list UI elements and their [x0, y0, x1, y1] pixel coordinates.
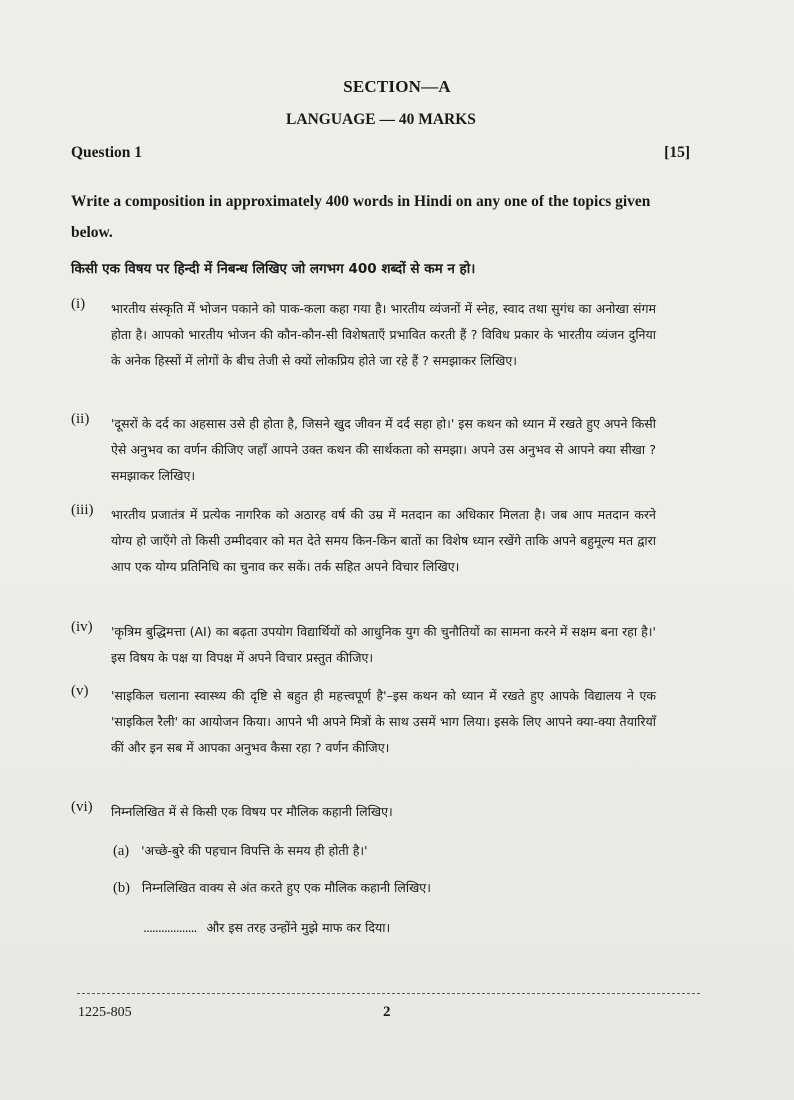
page-number: 2: [383, 1004, 391, 1020]
topic-text: 'साइकिल चलाना स्वास्थ्य की दृष्टि से बहुत ही महत्त्वपूर्ण है'–इस कथन को ध्यान में रखते हुए आपके विद्यालय ने एक 'साइकिल रैली' का आयोजन किया। आपने भी अपने मित्रों के साथ उसमें भाग लिया। इसके लिए आपने क्या-क्या तैयारियाँ कीं और इन सब में आपका अनुभव कैसा रहा ? वर्णन कीजिए।: [111, 688, 656, 755]
section-title: SECTION—A: [343, 77, 451, 96]
question-marks: [15]: [664, 144, 690, 161]
sub-topic-number: (b): [113, 880, 130, 896]
instruction-english: Write a composition in approximately 400 words in Hindi on any one of the topics given below.: [71, 193, 651, 241]
sub-topic-text: 'अच्छे-बुरे की पहचान विपत्ति के समय ही होती है।': [141, 843, 368, 858]
blank-dots: ..................: [143, 920, 197, 935]
topic-text: भारतीय प्रजातंत्र में प्रत्येक नागरिक को अठारह वर्ष की उम्र में मतदान का अधिकार मिलता है। जब आप मतदान करने योग्य हो जाएँगे तो किसी उम्मीदवार को मत देते समय किन-किन बातों का विशेष ध्यान रखेंगे ताकि अपने बहुमूल्य मत द्वारा आप एक योग्य प्रतिनिधि का चुनाव कर सकें। तर्क सहित अपने विचार लिखिए।: [111, 507, 656, 574]
topic-number: (i): [71, 296, 86, 312]
topic-text: भारतीय संस्कृति में भोजन पकाने को पाक-कला कहा गया है। भारतीय व्यंजनों में स्नेह, स्वाद तथा सुगंध का अनोखा संगम होता है। आपको भारतीय भोजन की कौन-कौन-सी विशेषताएँ प्रभावित करती हैं ? विविध प्रकार के भारतीय व्यंजन दुनिया के अनेक हिस्सों में लोगों के बीच तेजी से क्यों लोकप्रिय होते जा रहे हैं ? समझाकर लिखिए।: [111, 301, 656, 368]
story-ending-text: और इस तरह उन्होंने मुझे माफ कर दिया।: [206, 920, 391, 935]
paper-code: 1225-805: [78, 1005, 132, 1020]
topic-number: (vi): [71, 799, 93, 815]
sub-topic-text: निम्नलिखित वाक्य से अंत करते हुए एक मौलिक कहानी लिखिए।: [141, 880, 431, 895]
story-ending-line: [143, 919, 390, 936]
topic-number: (v): [71, 683, 89, 699]
sub-topic-item: [113, 879, 653, 897]
topic-number: (iv): [71, 619, 93, 635]
question-label: Question 1: [71, 144, 143, 161]
section-subtitle: LANGUAGE — 40 MARKS: [286, 111, 476, 128]
footer-divider: [77, 993, 700, 994]
sub-topic-item: [113, 842, 653, 860]
topic-number: (iii): [71, 502, 94, 518]
topic-text: 'दूसरों के दर्द का अहसास उसे ही होता है, जिसने खुद जीवन में दर्द सहा हो।' इस कथन को ध्यान में रखते हुए अपने किसी ऐसे अनुभव का वर्णन कीजिए जहाँ आपने उक्त कथन की सार्थकता को समझा। अपने उस अनुभव से आपने क्या सीखा ? समझाकर लिखिए।: [111, 416, 656, 483]
topic-number: (ii): [71, 411, 90, 427]
topic-text: निम्नलिखित में से किसी एक विषय पर मौलिक कहानी लिखिए।: [111, 804, 393, 819]
sub-topic-number: (a): [113, 843, 130, 859]
topic-text: 'कृत्रिम बुद्धिमत्ता (AI) का बढ़ता उपयोग विद्यार्थियों को आधुनिक युग की चुनौतियों का सामना करने में सक्षम बना रहा है।' इस विषय के पक्ष या विपक्ष में अपने विचार प्रस्तुत कीजिए।: [111, 624, 656, 665]
instruction-hindi: किसी एक विषय पर हिन्दी में निबन्ध लिखिए जो लगभग 400 शब्दों से कम न हो।: [71, 261, 476, 277]
